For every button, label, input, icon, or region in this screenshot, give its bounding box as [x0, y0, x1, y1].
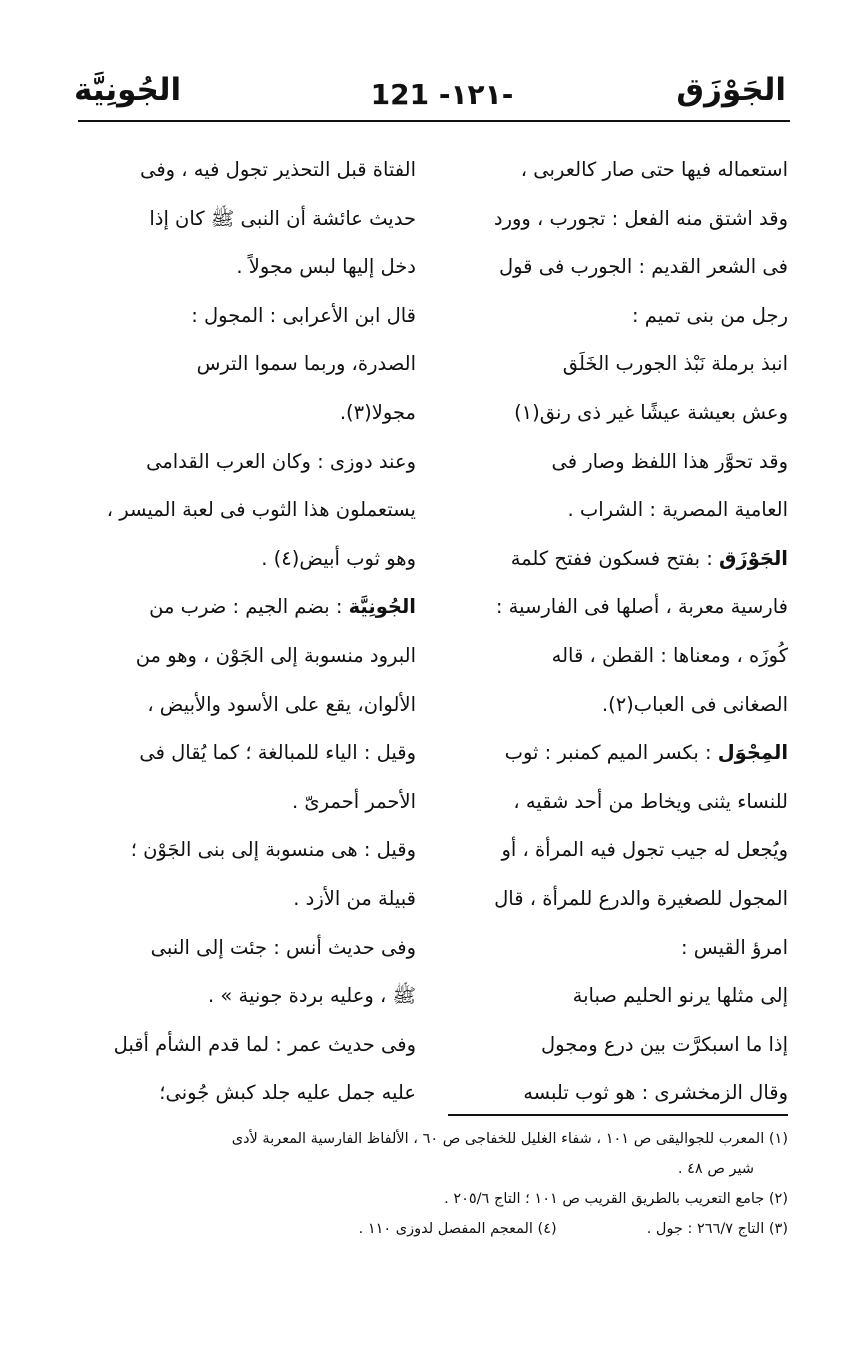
line-text: رجل من بنى تميم :: [631, 303, 788, 327]
line-text: دخل إليها لبس مجولاً .: [236, 255, 416, 279]
line-text: وفى حديث عمر : لما قدم الشأم أقبل: [113, 1032, 416, 1056]
text-line: [448, 972, 788, 1021]
line-text: : بفتح فسكون ففتح كلمة: [510, 546, 720, 570]
footnote-4: (٤) المعجم المفصل لدوزى ١١٠ .: [358, 1221, 557, 1237]
text-line: [448, 1021, 788, 1070]
text-line: [448, 875, 788, 924]
text-line: [76, 875, 416, 924]
footnote-3: (٣) التاج ٢٦٦/٧ : جول .: [646, 1221, 788, 1237]
line-text: يستعملون هذا الثوب فى لعبة الميسر ،: [106, 498, 416, 522]
running-head-right: الجَوْزَق: [676, 72, 786, 108]
line-text: ويُجعل له جيب تجول فيه المرأة ، أو: [501, 838, 788, 862]
text-line: [76, 826, 416, 875]
text-line: [448, 583, 788, 632]
text-line: [76, 195, 416, 244]
text-line: [76, 243, 416, 292]
line-text: مجولا(٣).: [339, 400, 416, 424]
line-text: إذا ما اسبكرَّت بين درع ومجول: [540, 1032, 788, 1056]
entry-headword: الجَوْزَق: [719, 546, 788, 570]
line-text: وعند دوزى : وكان العرب القدامى: [146, 449, 416, 473]
footnote-2: (٢) جامع التعريب بالطريق القريب ص ١٠١ ؛ التاج ٢٠٥/٦ .: [444, 1191, 788, 1207]
line-text: الألوان، يقع على الأسود والأبيض ،: [147, 692, 416, 716]
footnote-row-3-4: [76, 1214, 788, 1244]
line-text: وقيل : الياء للمبالغة ؛ كما يُقال فى: [139, 741, 416, 765]
text-line: [76, 292, 416, 341]
line-text: للنساء يثنى ويخاط من أحد شقيه ،: [513, 789, 788, 813]
text-line: [76, 924, 416, 973]
line-text: كُوزَه ، ومعناها : القطن ، قاله: [551, 643, 788, 667]
text-line: [76, 632, 416, 681]
line-text: حديث عائشة أن النبى ﷺ كان إذا: [149, 206, 416, 230]
text-line: [76, 146, 416, 195]
text-line: [448, 681, 788, 730]
footnote-1: (١) المعرب للجواليقى ص ١٠١ ، شفاء الغليل للخفاجى ص ٦٠ ، الألفاظ الفارسية المعربة لأدى: [231, 1131, 788, 1147]
text-line: [76, 535, 416, 584]
text-line: [76, 1021, 416, 1070]
footnote-rule: [448, 1114, 788, 1116]
text-line: [76, 486, 416, 535]
line-text: إلى مثلها يرنو الحليم صبابة: [572, 984, 788, 1008]
header-rule: [78, 120, 790, 122]
line-text: امرؤ القيس :: [681, 935, 788, 959]
text-line: [76, 972, 416, 1021]
text-line: [76, 438, 416, 487]
line-text: قال ابن الأعرابى : المجول :: [191, 303, 416, 327]
line-text: وقال الزمخشرى : هو ثوب تلبسه: [523, 1081, 788, 1105]
line-text: العامية المصرية : الشراب .: [567, 498, 788, 522]
line-text: عليه جمل عليه جلد كبش جُونى؛: [159, 1081, 416, 1105]
line-text: الفتاة قبل التحذير تجول فيه ، وفى: [140, 158, 416, 181]
text-line: [448, 243, 788, 292]
page-number: 121 -١٢١-: [370, 78, 514, 111]
line-text: الصغانى فى العباب(٢).: [601, 692, 788, 716]
text-line: [448, 438, 788, 487]
right-column: [448, 146, 788, 1118]
text-line: [448, 729, 788, 778]
text-line: [76, 340, 416, 389]
text-line: [448, 778, 788, 827]
text-line: [448, 340, 788, 389]
text-line: [76, 778, 416, 827]
text-line: [76, 583, 416, 632]
line-text: وفى حديث أنس : جئت إلى النبى: [150, 935, 416, 959]
line-text: انبذ برملة نَبْذ الجورب الخَلَق: [562, 352, 788, 376]
text-line: [448, 292, 788, 341]
entry-headword: المِجْوَل: [717, 741, 788, 765]
line-text: البرود منسوبة إلى الجَوْن ، وهو من: [135, 643, 416, 667]
text-line: [448, 486, 788, 535]
line-text: الأحمر أحمرىّ .: [292, 789, 416, 813]
footnote-1-continued: شير ص ٤٨ .: [677, 1161, 754, 1177]
text-line: [448, 632, 788, 681]
running-head-left: الجُونِيَّة: [74, 72, 182, 108]
line-text: ﷺ ، وعليه بردة جونية » .: [208, 984, 416, 1008]
line-text: : بضم الجيم : ضرب من: [149, 595, 349, 619]
text-line: [448, 195, 788, 244]
line-text: فى الشعر القديم : الجورب فى قول: [498, 255, 788, 279]
line-text: وعش بعيشة عيشًا غير ذى رنق(١): [514, 400, 788, 424]
left-column: [76, 146, 416, 1118]
text-line: [448, 826, 788, 875]
text-line: [76, 729, 416, 778]
line-text: الصدرة، وربما سموا الترس: [196, 352, 416, 376]
line-text: وهو ثوب أبيض(٤) .: [261, 546, 416, 570]
line-text: فارسية معربة ، أصلها فى الفارسية :: [495, 595, 788, 619]
text-line: [76, 681, 416, 730]
entry-headword: الجُونِيَّة: [348, 595, 416, 619]
text-line: [448, 924, 788, 973]
footnotes: [76, 1124, 788, 1244]
line-text: وقد تحوَّر هذا اللفظ وصار فى: [551, 449, 788, 473]
line-text: وقيل : هى منسوبة إلى بنى الجَوْن ؛: [130, 838, 416, 862]
line-text: استعماله فيها حتى صار كالعربى ،: [520, 158, 788, 181]
line-text: : بكسر الميم كمنبر : ثوب: [504, 741, 718, 765]
line-text: وقد اشتق منه الفعل : تجورب ، وورد: [493, 206, 788, 230]
text-line: [76, 1069, 416, 1118]
text-line: [448, 389, 788, 438]
text-line: [76, 389, 416, 438]
text-line: [448, 535, 788, 584]
text-line: [448, 146, 788, 195]
text-line: [448, 1069, 788, 1118]
line-text: قبيلة من الأزد .: [293, 886, 416, 910]
line-text: المجول للصغيرة والدرع للمرأة ، قال: [494, 886, 788, 910]
